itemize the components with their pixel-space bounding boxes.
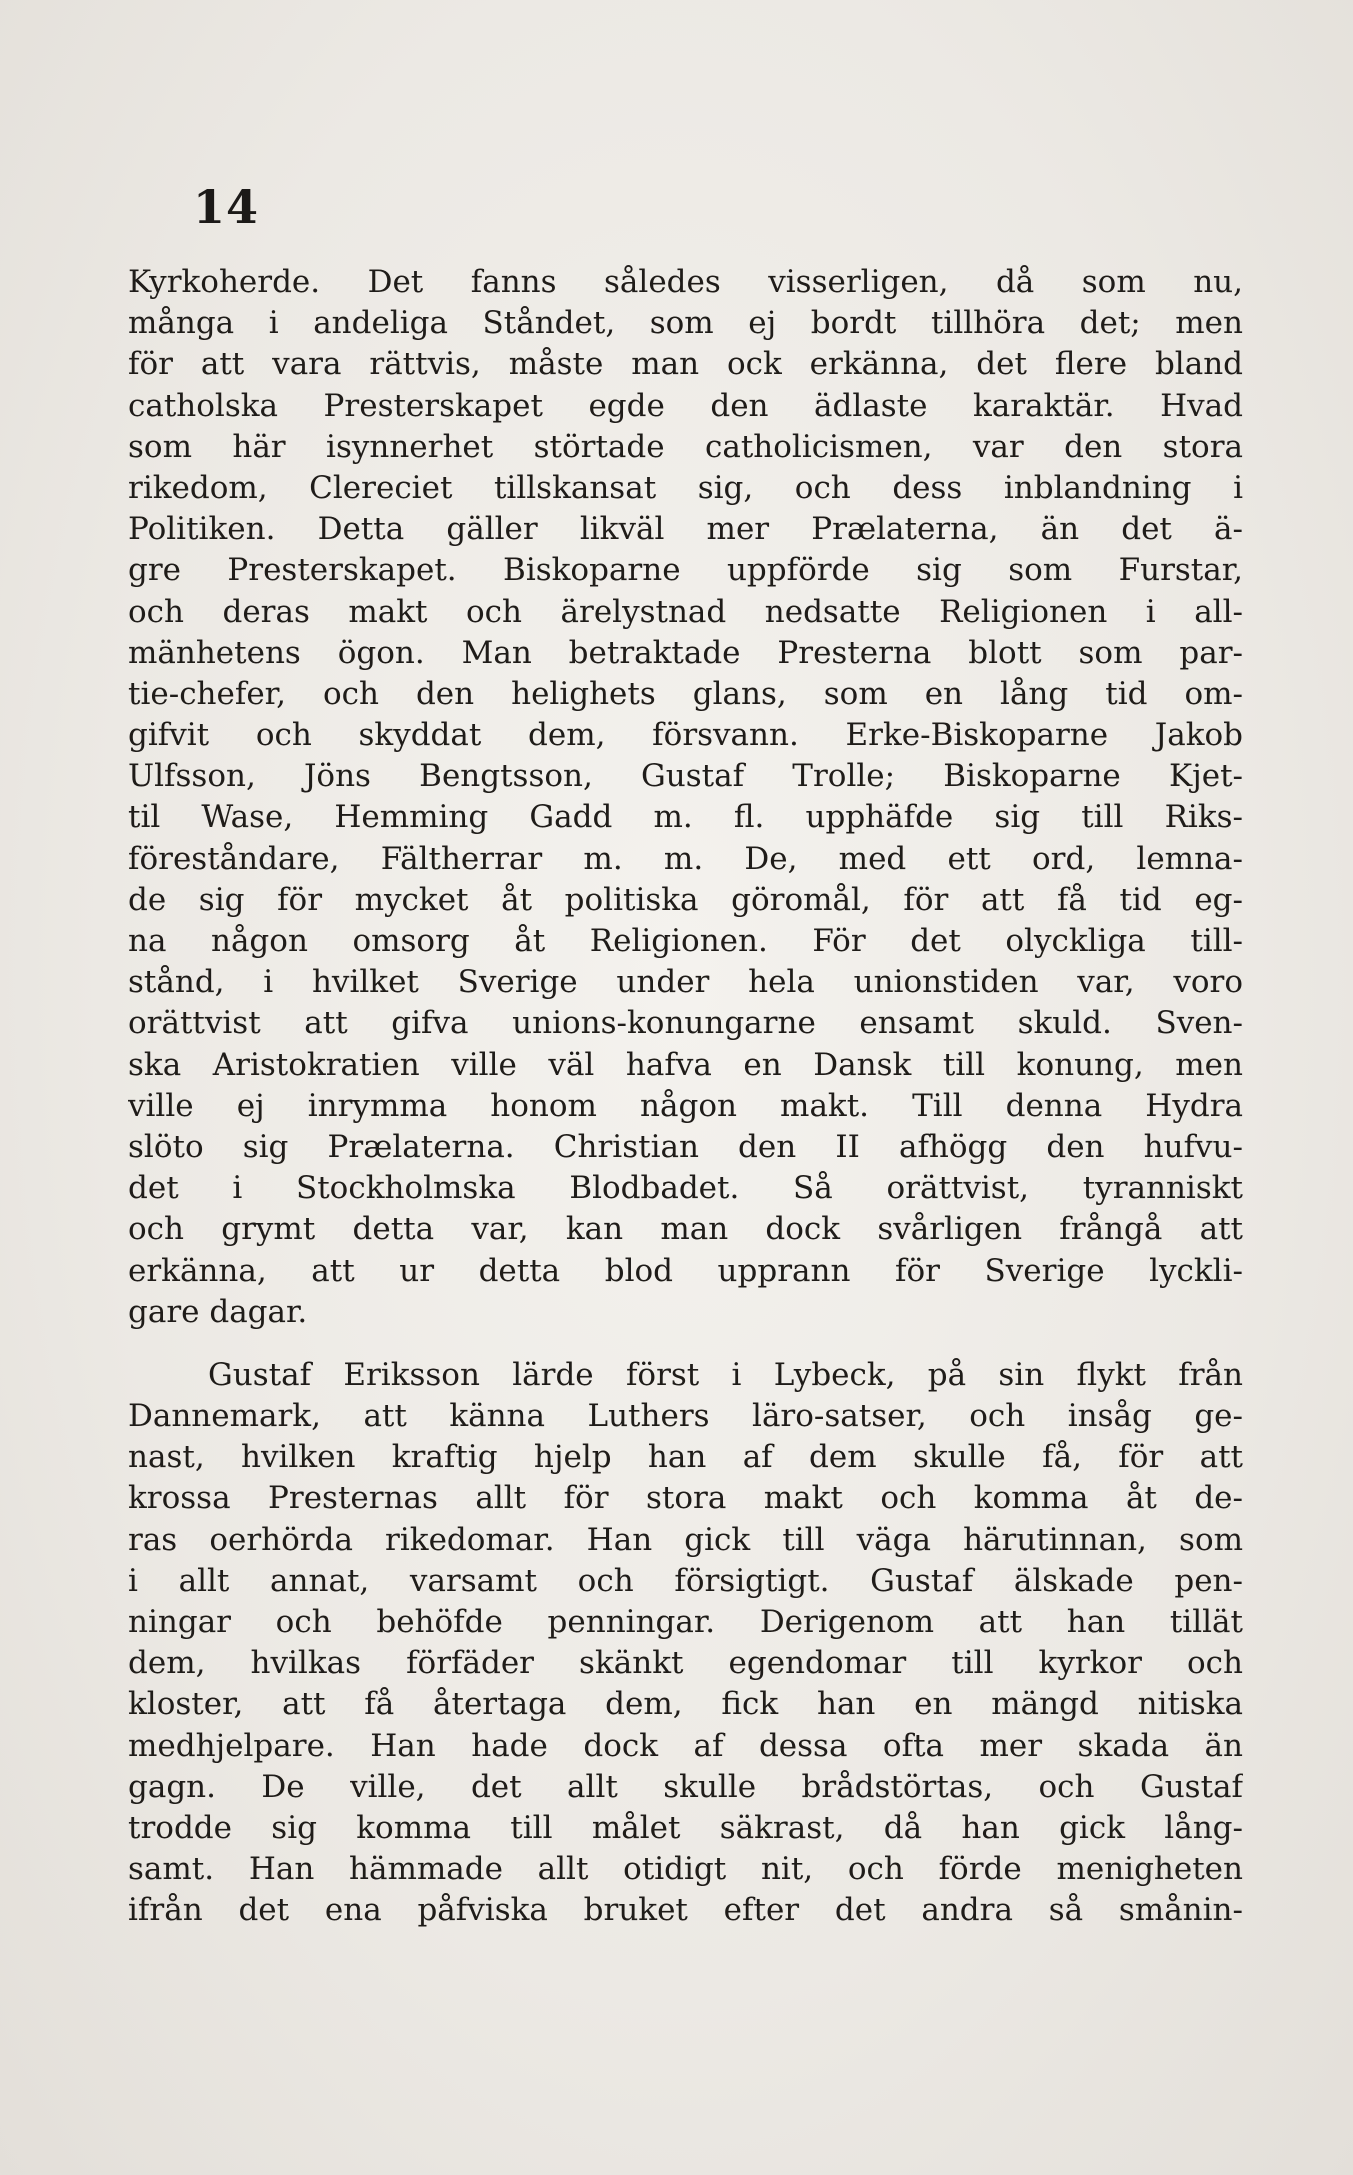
text-line: catholska Presterskapet egde den ädlaste karaktär. Hvad (128, 387, 1243, 424)
text-line: tie-chefer, och den helighets glans, som en lång tid om- (128, 675, 1243, 712)
text-line: nast, hvilken kraftig hjelp han af dem skulle få, för att (128, 1439, 1243, 1476)
text-line: erkänna, att ur detta blod upprann för Sverige lyckli- (128, 1252, 1243, 1289)
text-line: ningar och behöfde penningar. Derigenom att han tillät (128, 1604, 1243, 1640)
text-line: i allt annat, varsamt och försigtigt. Gustaf älskade pen- (128, 1562, 1243, 1599)
text-line: Ulfsson, Jöns Bengtsson, Gustaf Trolle; Biskoparne Kjet- (128, 758, 1243, 795)
text-line: för att vara rättvis, måste man ock erkänna, det flere bland (128, 346, 1243, 383)
text-line: orättvist att gifva unions-konungarne ensamt skuld. Sven- (128, 1005, 1243, 1042)
text-line: krossa Presternas allt för stora makt och komma åt de- (128, 1480, 1243, 1517)
text-line: ska Aristokratien ville väl hafva en Dansk till konung, men (128, 1046, 1243, 1083)
text-line: det i Stockholmska Blodbadet. Så orättvist, tyranniskt (128, 1170, 1243, 1207)
text-line: dem, hvilkas förfäder skänkt egendomar till kyrkor och (128, 1645, 1243, 1682)
text-line: Kyrkoherde. Det fanns således visserligen, då som nu, (128, 264, 1243, 300)
text-line: gre Presterskapet. Biskoparne uppförde sig som Furstar, (128, 552, 1243, 589)
text-line: och deras makt och ärelystnad nedsatte Religionen i all- (128, 593, 1243, 630)
text-line: föreståndare, Fältherrar m. m. De, med ett ord, lemna- (128, 840, 1243, 877)
text-line: trodde sig komma till målet säkrast, då han gick lång- (128, 1809, 1243, 1846)
text-line: na någon omsorg åt Religionen. För det olyckliga till- (128, 923, 1243, 959)
text-line: til Wase, Hemming Gadd m. fl. upphäfde sig till Riks- (128, 799, 1243, 836)
text-line: de sig för mycket åt politiska göromål, för att få tid eg- (128, 881, 1243, 918)
text-line: rikedom, Clereciet tillskansat sig, och dess inblandning i (128, 469, 1243, 506)
text-line: ifrån det ena påfviska bruket efter det andra så smånin- (128, 1892, 1243, 1929)
text-line: gifvit och skyddat dem, försvann. Erke-Biskoparne Jakob (128, 717, 1243, 754)
body-text (128, 262, 1243, 1932)
paragraph-1 (128, 262, 1243, 1333)
text-line: och grymt detta var, kan man dock svårligen frångå att (128, 1211, 1243, 1248)
text-line: många i andeliga Ståndet, som ej bordt tillhöra det; men (128, 305, 1243, 342)
text-line: Politiken. Detta gäller likväl mer Prælaterna, än det ä- (128, 511, 1243, 548)
text-line: slöto sig Prælaterna. Christian den II afhögg den hufvu- (128, 1128, 1243, 1165)
text-line: medhjelpare. Han hade dock af dessa ofta mer skada än (128, 1727, 1243, 1764)
text-line: ville ej inrymma honom någon makt. Till denna Hydra (128, 1087, 1243, 1124)
text-line: Dannemark, att känna Luthers läro-satser, och insåg ge- (128, 1398, 1243, 1435)
text-line: stånd, i hvilket Sverige under hela unionstiden var, voro (128, 964, 1243, 1001)
text-line: mänhetens ögon. Man betraktade Presterna blott som par- (128, 634, 1243, 671)
text-line: gagn. De ville, det allt skulle brådstörtas, och Gustaf (128, 1768, 1243, 1805)
text-line: kloster, att få återtaga dem, fick han en mängd nitiska (128, 1686, 1243, 1723)
page-number: 14 (193, 180, 260, 234)
text-line: som här isynnerhet störtade catholicismen, var den stora (128, 428, 1243, 465)
text-line: gare dagar. (128, 1293, 308, 1330)
text-line: Gustaf Eriksson lärde först i Lybeck, på sin flykt från (208, 1356, 1243, 1393)
text-line: ras oerhörda rikedomar. Han gick till väga härutinnan, som (128, 1521, 1243, 1558)
paragraph-2 (128, 1355, 1243, 1932)
text-line: samt. Han hämmade allt otidigt nit, och förde menigheten (128, 1851, 1243, 1888)
